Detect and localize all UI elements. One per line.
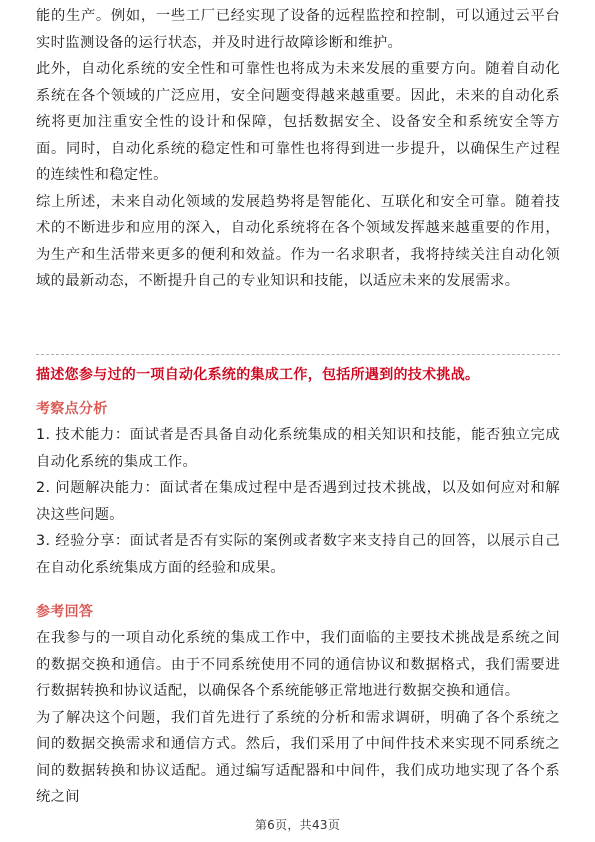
body-paragraph: 综上所述，未来自动化领域的发展趋势将是智能化、互联化和安全可靠。随着技术的不断进步和应用的深入，自动化系统将在各个领域发挥越来越重要的作用，为生产和生活带来更多的便利和效益。作为一名求职者，我将持续关注自动化领域的最新动态，不断提升自己的专业知识和技能，以适应未来的发展需求。 bbox=[36, 193, 560, 289]
answer-paragraph: 为了解决这个问题，我们首先进行了系统的分析和需求调研，明确了各个系统之间的数据交换需求和通信方式。然后，我们采用了中间件技术来实现不同系统之间的数据转换和协议适配。通过编写适配器和中间件，我们成功地实现了各个系统之间 bbox=[36, 709, 560, 805]
answer-section bbox=[36, 599, 560, 811]
interview-question: 描述您参与过的一项自动化系统的集成工作，包括所遇到的技术挑战。 bbox=[36, 367, 480, 383]
analysis-item: 1. 技术能力：面试者是否具备自动化系统集成的相关知识和技能，能否独立完成自动化系统的集成工作。 bbox=[36, 427, 560, 470]
page-footer: 第6页，共43页 bbox=[254, 818, 341, 832]
body-paragraph: 此外，自动化系统的安全性和可靠性也将成为未来发展的重要方向。随着自动化系统在各个领域的广泛应用，安全问题变得越来越重要。因此，未来的自动化系统将更加注重安全性的设计和保障，包括数据安全、设备安全和系统安全等方面。同时，自动化系统的稳定性和可靠性也将得到进一步提升，以确保生产过程的连续性和稳定性。 bbox=[36, 61, 560, 183]
page-body bbox=[36, 0, 560, 295]
answer-title: 参考回答 bbox=[36, 604, 94, 620]
analysis-section bbox=[36, 396, 560, 581]
body-paragraph: 能的生产。例如，一些工厂已经实现了设备的远程监控和控制，可以通过云平台实时监测设备的运行状态，并及时进行故障诊断和维护。 bbox=[36, 8, 560, 51]
answer-paragraph: 在我参与的一项自动化系统的集成工作中，我们面临的主要技术挑战是系统之间的数据交换和通信。由于不同系统使用不同的通信协议和数据格式，我们需要进行数据转换和协议适配，以确保各个系统能够正常地进行数据交换和通信。 bbox=[36, 630, 560, 699]
analysis-item: 3. 经验分享：面试者是否有实际的案例或者数字来支持自己的回答，以展示自己在自动化系统集成方面的经验和成果。 bbox=[36, 533, 560, 576]
analysis-title: 考察点分析 bbox=[36, 401, 108, 417]
analysis-item: 2. 问题解决能力：面试者在集成过程中是否遇到过技术挑战，以及如何应对和解决这些问题。 bbox=[36, 480, 560, 523]
section-divider bbox=[36, 354, 560, 355]
